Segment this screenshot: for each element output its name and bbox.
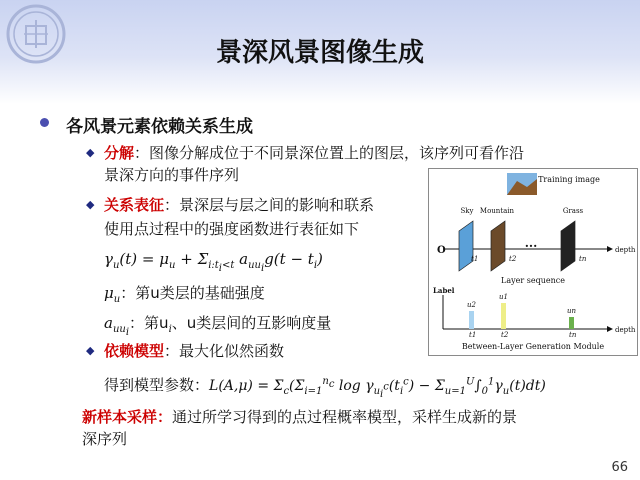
- item-decompose-label: 分解: [104, 144, 135, 162]
- mu-description: $\mu_u$：第u类层的基础强度: [104, 284, 265, 305]
- a-description: $a_{uu_i}$：第$u_i$、u类层间的互影响度量: [104, 314, 332, 338]
- bar-u2: [469, 311, 474, 329]
- bullet-dot-icon: [40, 118, 49, 127]
- item-relation-label: 关系表征: [104, 196, 165, 214]
- item-dependency-label: 依赖模型: [104, 342, 165, 360]
- a-description-text-2: 、u类层间的互影响度量: [171, 314, 332, 332]
- likelihood-formula: $L(A,\mu) = \Sigma_c(\Sigma_{i=1}^{n_c}$ $\log \gamma_{u_i^c}(t_i^c) - \Sigma_{u=1}^U\int_0^1\gamma_u(t)dt$): [209, 376, 546, 400]
- item-decompose: [104, 142, 524, 163]
- item-decompose-text: ：图像分解成位于不同景深位置上的图层，该序列可看作沿: [134, 144, 525, 162]
- layer-diagram-svg: [429, 169, 637, 355]
- params-label: 得到模型参数：: [104, 376, 210, 394]
- depth-axis-arrow-icon: [607, 246, 613, 252]
- bar-u1: [501, 303, 506, 329]
- item-sampling-text-2: 深序列: [82, 430, 128, 448]
- page-number: 66: [611, 460, 628, 475]
- depth-axis-label: depth: [615, 246, 636, 254]
- ellipsis-label: ...: [524, 236, 538, 250]
- origin-label: O: [437, 245, 446, 256]
- item-sampling-label: 新样本采样：: [82, 408, 173, 426]
- label-depth-axis-arrow-icon: [607, 326, 613, 332]
- layer-label-sky: Sky: [460, 207, 474, 215]
- chart-tn-label: tn: [569, 331, 577, 339]
- layer-label-mountain: Mountain: [479, 207, 515, 215]
- item-sampling: [82, 406, 517, 427]
- label-depth-axis-label: depth: [615, 326, 636, 334]
- layer-diagram: [428, 168, 638, 356]
- layer-sequence-caption: Layer sequence: [501, 276, 565, 285]
- item-sampling-text: 通过所学习得到的点过程概率模型，采样生成新的景: [172, 408, 518, 426]
- label-axis-label: Label: [433, 286, 455, 295]
- bar-un: [569, 317, 574, 329]
- slide-title: 景深风景图像生成: [215, 38, 424, 68]
- item-decompose-text-2: 景深方向的事件序列: [104, 166, 240, 184]
- chart-t1-label: t1: [469, 331, 477, 339]
- chart-t2-label: t2: [501, 331, 509, 339]
- likelihood-line: [104, 374, 546, 400]
- layer-panel-mountain: [491, 221, 505, 271]
- diamond-bullet-icon: ◆: [86, 344, 95, 357]
- u1-label: u1: [499, 293, 508, 301]
- un-label: un: [567, 307, 577, 315]
- layer-panel-grass: [561, 221, 575, 271]
- item-dependency: [104, 340, 284, 361]
- diamond-bullet-icon: ◆: [86, 198, 95, 211]
- training-image-label: Training image: [538, 175, 600, 184]
- main-bullet-text: 各风景元素依赖关系生成: [66, 117, 253, 137]
- a-description-text: ：第u: [129, 314, 169, 332]
- layer-label-grass: Grass: [562, 207, 584, 215]
- item-relation-text-2: 使用点过程中的强度函数进行表征如下: [104, 220, 360, 238]
- u2-label: u2: [467, 301, 476, 309]
- item-relation-text: ：景深层与层之间的影响和联系: [164, 196, 375, 214]
- item-dependency-text: ：最大化似然函数: [164, 342, 285, 360]
- intensity-formula: $\gamma_u(t) = \mu_u + \Sigma_{i:t_i<t}$ $a_{uu_i}g(t - t_i)$: [104, 250, 323, 274]
- module-caption: Between-Layer Generation Module: [461, 342, 605, 351]
- tn-label: tn: [579, 255, 587, 263]
- t2-label: t2: [509, 255, 517, 263]
- layer-panel-sky: [459, 221, 473, 271]
- mu-description-text: ：第u类层的基础强度: [120, 284, 265, 302]
- diamond-bullet-icon: ◆: [86, 146, 95, 159]
- item-relation: [104, 194, 374, 215]
- t1-label: t1: [471, 255, 479, 263]
